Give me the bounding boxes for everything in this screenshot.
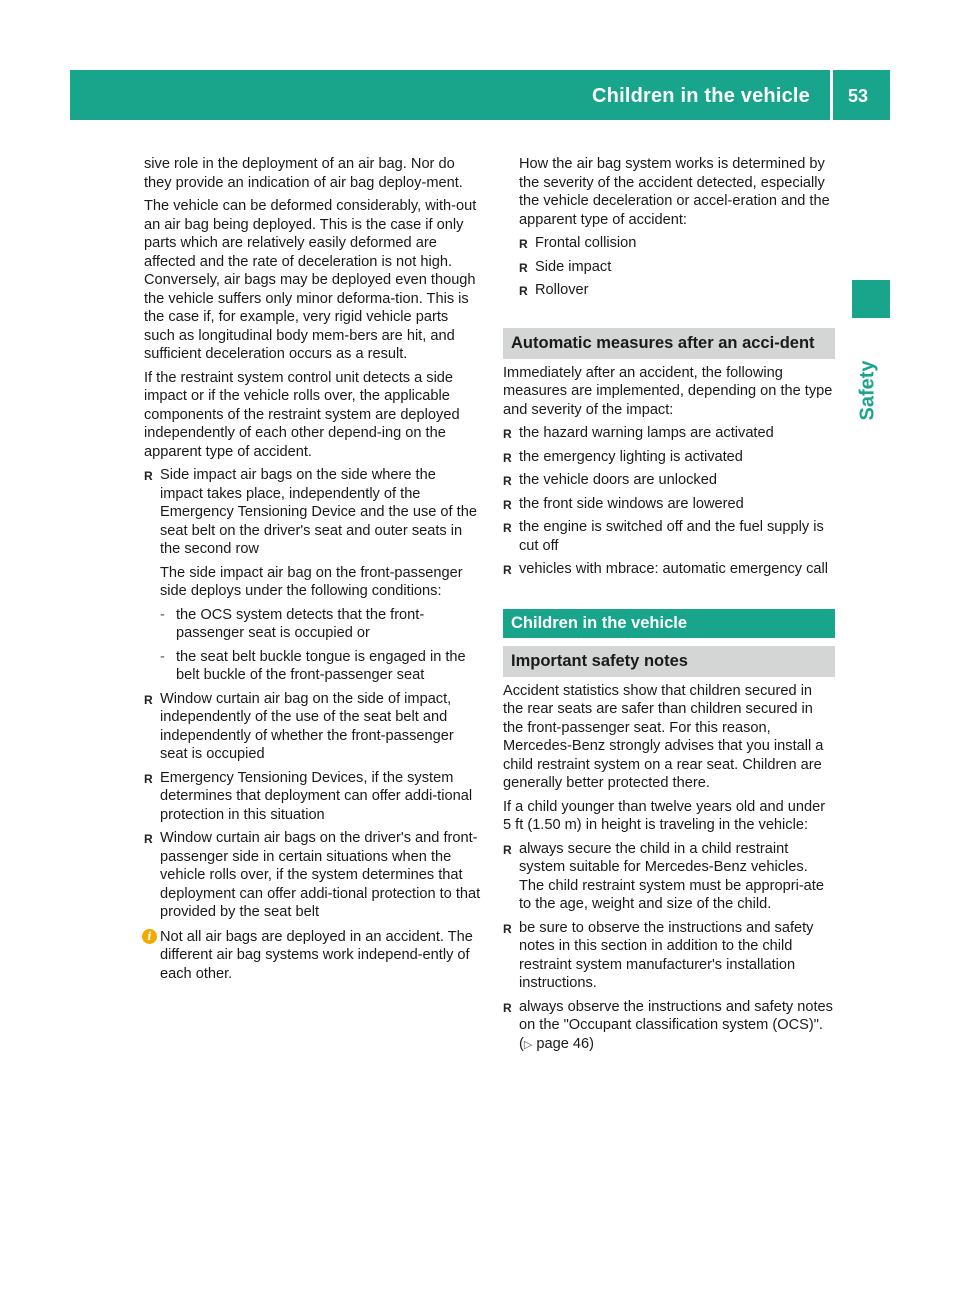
right-column	[503, 155, 835, 1059]
list-item: R Window curtain air bag on the side of impact, independently of the use of the seat belt and independently of whether the front-passenger seat is occupied	[144, 690, 482, 764]
page-number: 53	[847, 86, 868, 106]
child-condition-paragraph: If a child younger than twelve years old and under 5 ft (1.50 m) in height is traveling in the vehicle:	[503, 798, 826, 833]
list-item: R Frontal collision	[519, 234, 835, 253]
chapter-tab-marker	[852, 280, 890, 318]
list-item: R always secure the child in a child restraint system suitable for Mercedes-Benz vehicles. The child restraint system must be appropri-ate to the age, weight and size of the child.	[503, 840, 835, 914]
sub-list-item: - the OCS system detects that the front-passenger seat is occupied or	[144, 606, 482, 643]
list-item: R Rollover	[519, 281, 835, 300]
statistics-paragraph: Accident statistics show that children secured in the rear seats are safer than children secured in the front-passenger seat. For this reason, Mercedes-Benz strongly advises that you install a child restraint system on a rear seat. Children are generally better protected there.	[503, 682, 824, 791]
section-heading: Automatic measures after an acci-dent	[503, 328, 835, 359]
header-bar	[70, 70, 890, 120]
measures-intro: Immediately after an accident, the following measures are implemented, depending on the type and severity of the impact:	[503, 364, 833, 418]
list-item-text: always observe the instructions and safety notes on the "Occupant classification system (OCS)". (	[519, 998, 833, 1052]
info-note-text: Not all air bags are deployed in an accident. The different air bag systems work independ-ently of each other.	[160, 928, 473, 982]
list-item	[503, 998, 835, 1055]
deformation-paragraph: The vehicle can be deformed considerably, with-out an air bag being deployed. This is the case if only parts which are relatively easily deformed are affected and the rate of deceleration is not high. Conversely, air bags may be deployed even though the vehicle suffers only minor deforma-tion. This is the case if, for example, very rigid vehicle parts such as longitudinal body mem-bers are hit, and sufficient deceleration occurs as a result.	[144, 198, 477, 362]
list-item: R Side impact air bags on the side where the impact takes place, independently of the Emergency Tensioning Device and the use of the seat belt on the driver's seat and outer seats in the second row	[144, 466, 482, 559]
list-item: R the vehicle doors are unlocked	[503, 471, 835, 490]
left-column	[144, 155, 482, 983]
section-heading: Important safety notes	[503, 646, 835, 677]
chapter-label-text: Safety	[856, 359, 879, 421]
list-item: R the emergency lighting is activated	[503, 448, 835, 467]
chapter-label	[842, 330, 894, 450]
page-reference-link[interactable]: page 46)	[532, 1035, 595, 1052]
list-item: R Window curtain air bags on the driver's and front-passenger side in certain situations when the vehicle rolls over, if the system determines that deployment can offer addi-tional protection to that provided by the seat belt	[144, 829, 482, 922]
intro-paragraph: How the air bag system works is determined by the severity of the accident detected, especially the vehicle deceleration or accel-eration and the apparent type of accident:	[519, 156, 830, 228]
list-item: R the hazard warning lamps are activated	[503, 424, 835, 443]
page-reference-arrow-icon: ▷	[523, 1038, 533, 1051]
chapter-heading: Children in the vehicle	[503, 609, 835, 638]
restraint-paragraph: If the restraint system control unit detects a side impact or if the vehicle rolls over, the applicable components of the restraint system are deployed independently of each other depend-ing on the apparent type of accident.	[144, 369, 460, 460]
list-item: R Emergency Tensioning Devices, if the system determines that deployment can offer addi-tional protection in this situation	[144, 769, 482, 825]
info-icon: i	[142, 929, 157, 944]
list-item: R vehicles with mbrace: automatic emergency call	[503, 560, 835, 579]
list-item: R the front side windows are lowered	[503, 495, 835, 514]
page-section-title: Children in the vehicle	[592, 85, 810, 107]
list-item: R Side impact	[519, 258, 835, 277]
list-item: R the engine is switched off and the fuel supply is cut off	[503, 518, 835, 555]
list-item-continuation: The side impact air bag on the front-passenger side deploys under the following conditions:	[160, 564, 463, 599]
info-note	[144, 928, 482, 984]
header-divider	[830, 70, 833, 120]
intro-paragraph: sive role in the deployment of an air bag. Nor do they provide an indication of air bag deploy-ment.	[144, 156, 463, 191]
sub-list-item: - the seat belt buckle tongue is engaged in the belt buckle of the front-passenger seat	[144, 648, 482, 685]
list-item: R be sure to observe the instructions and safety notes in this section in addition to the child restraint system manufacturer's installation instructions.	[503, 919, 835, 993]
